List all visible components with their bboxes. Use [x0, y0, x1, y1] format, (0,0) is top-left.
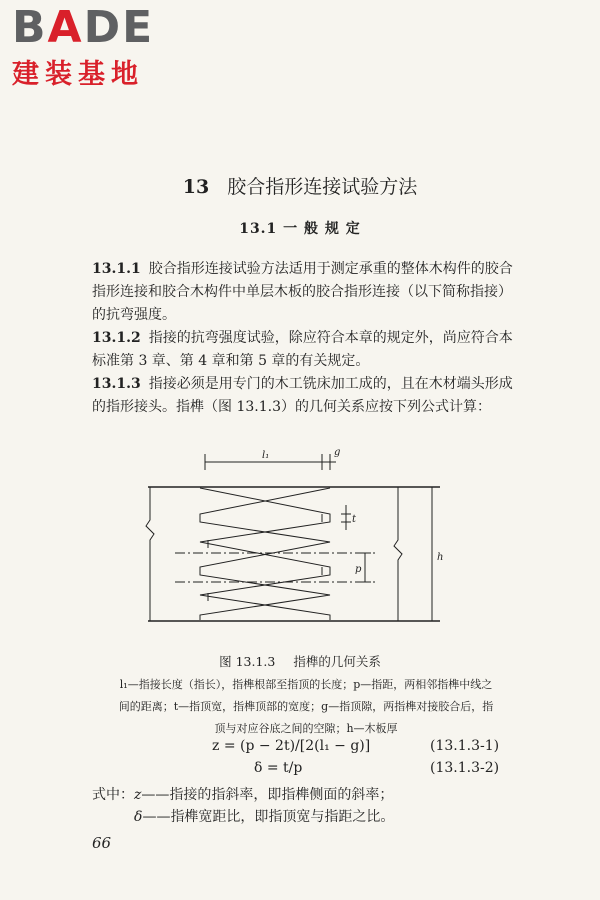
logo-letters-de: DE — [83, 2, 155, 53]
where-delta — [134, 806, 394, 826]
where-desc: ——指榫宽距比，即指顶宽与指距之比。 — [142, 809, 395, 825]
label-h: h — [437, 552, 444, 563]
formula-13-1-3-2: δ = t/p — [254, 760, 303, 776]
chapter-number: 13 — [182, 176, 210, 198]
finger-profile-lower — [200, 488, 330, 620]
board-break-right — [394, 487, 402, 621]
figure-legend: l₁—指接长度（指长），指榫根部至指顶的长度；p—指距，两相邻指榫中线之间的距离；t—指顶宽，指榫顶部的宽度；g—指顶隙，两指榫对接胶合后，指顶与对应谷底之间的空隙；h—木板厚 — [118, 678, 494, 735]
clause-text: 指接必须是用专门的木工铣床加工成的，且在木材端头形成的指形接头。指榫（图 13.1.3）的几何关系应按下列公式计算： — [92, 376, 513, 415]
section-heading: 13.1 一 般 规 定 — [239, 221, 361, 237]
formula-13-1-3-1: z = (p − 2t)/[2(l₁ − g)] — [212, 738, 371, 754]
logo-letter-a: A — [47, 2, 84, 53]
board-break-left — [146, 487, 154, 621]
where-symbol: δ — [134, 809, 143, 825]
clause-text: 胶合指形连接试验方法适用于测定承重的整体木构件的胶合指形连接和胶合木构件中单层木板的胶合指形连接（以下简称指接）的抗弯强度。 — [92, 261, 513, 323]
clause-text: 指接的抗弯强度试验，除应符合本章的规定外，尚应符合本标准第 3 章、第 4 章和第 5 章的有关规定。 — [92, 330, 513, 369]
figure-number: 图 13.1.3 — [219, 654, 276, 669]
where-symbol: z — [134, 787, 142, 803]
label-l1: l₁ — [262, 450, 270, 461]
figure-title: 指榫的几何关系 — [293, 654, 381, 669]
clause-number: 13.1.2 — [92, 330, 141, 346]
formula-number-2: (13.1.3-2) — [430, 760, 500, 776]
where-desc: ——指接的指斜率，即指榫侧面的斜率； — [141, 787, 394, 803]
page-number: 66 — [92, 834, 112, 852]
label-p: p — [355, 564, 362, 575]
where-prefix: 式中： — [92, 787, 134, 803]
formula-number-1: (13.1.3-1) — [430, 738, 500, 754]
clause-number: 13.1.1 — [92, 261, 141, 277]
where-z — [92, 784, 393, 804]
logo-letter-b: B — [12, 2, 48, 53]
figure-caption — [0, 652, 600, 670]
chapter-title: 胶合指形连接试验方法 — [227, 176, 418, 198]
label-g: g — [334, 447, 341, 458]
clause-number: 13.1.3 — [92, 376, 141, 392]
brand-logo-subtitle: 建装基地 — [12, 59, 144, 90]
label-t: t — [352, 514, 357, 525]
